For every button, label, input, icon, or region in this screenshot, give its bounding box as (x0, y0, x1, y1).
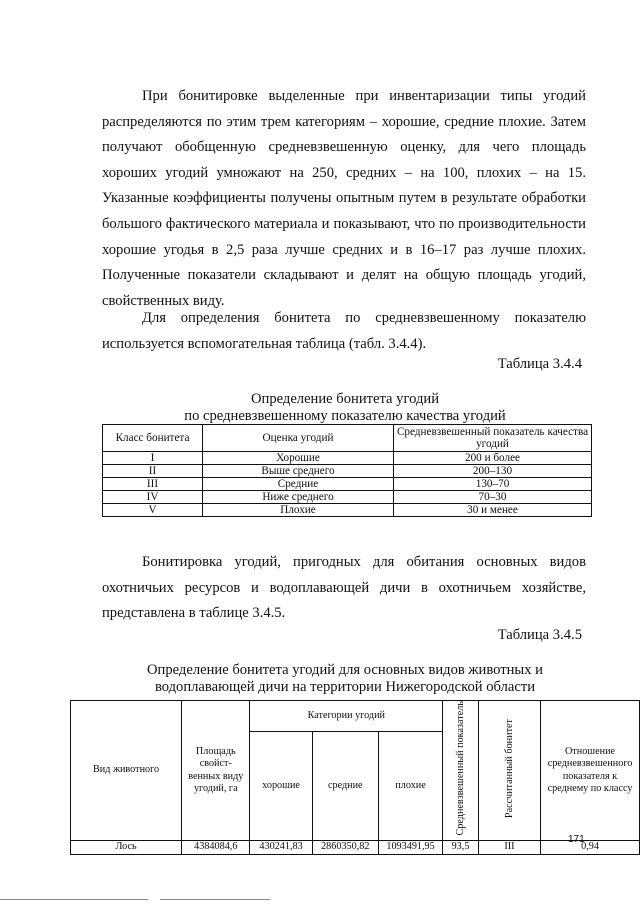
text-line: Полученные показатели складывают и делят на общую площадь угодий, (102, 267, 586, 284)
table-title-line: Определение бонитета угодий (250, 391, 440, 407)
cell-class: II (103, 465, 203, 478)
header-area: Площадь свойст-венных виду угодий, га (182, 701, 250, 841)
text-line: получают обобщенную средневзвешенную оценку, для чего площадь (102, 139, 586, 156)
header-bad: плохие (378, 732, 442, 841)
cell-bad: 1093491,95 (378, 841, 442, 855)
header-ratio: Отношение средневзвешенного показателя к среднему по классу (541, 701, 640, 841)
text-line: Бонитировка угодий, пригодных для обитания основных видов (142, 554, 586, 570)
cell-class: I (103, 452, 203, 465)
cell-animal: Лось (71, 841, 182, 855)
text-line: используется вспомогательная таблица (табл. 3.4.4). (102, 335, 427, 352)
cell-weighted: 93,5 (443, 841, 479, 855)
paragraph-1 (102, 84, 586, 314)
table-title (80, 662, 610, 696)
cell-value: 200 и более (394, 452, 592, 465)
paragraph-2 (102, 306, 586, 357)
table-title-line: по средневзвешенному показателю качества угодий (184, 408, 506, 424)
cell-rating: Хорошие (203, 452, 394, 465)
cell-value: 130–70 (394, 478, 592, 491)
header-weighted-text: Средневзвешенный показатель (455, 701, 466, 836)
table-header-row (103, 425, 592, 452)
cell-class: IV (103, 491, 203, 504)
cell-class: III (103, 478, 203, 491)
cell-good: 430241,83 (250, 841, 312, 855)
table-title-line: водоплавающей дичи на территории Нижегородской области (154, 679, 536, 695)
table-row (103, 465, 592, 478)
header-good: хорошие (250, 732, 312, 841)
table-row (71, 841, 640, 855)
table-row (103, 504, 592, 517)
cell-bonitet: III (478, 841, 540, 855)
header-class: Класс бонитета (103, 425, 203, 452)
cell-medium: 2860350,82 (312, 841, 378, 855)
text-line: распределяются по этим трем категориям – хорошие, средние плохие. Затем (102, 113, 586, 130)
scan-artifact-line (160, 899, 270, 900)
text-line: При бонитировке выделенные при инвентаризации типы угодий (142, 88, 586, 104)
table-caption: Таблица 3.4.5 (497, 627, 582, 643)
cell-rating: Ниже среднего (203, 491, 394, 504)
page-number: 171 (568, 834, 585, 845)
cell-rating: Выше среднего (203, 465, 394, 478)
text-line: хороших угодий умножают на 250, средних – на 100, плохих – на 15. (102, 164, 586, 181)
table-header-row (71, 701, 640, 732)
header-weighted: Средневзвешенный показатель качества угодий (394, 425, 592, 452)
cell-value: 30 и менее (394, 504, 592, 517)
header-rating: Оценка угодий (203, 425, 394, 452)
table-row (103, 491, 592, 504)
text-line: охотничьих ресурсов и водоплавающей дичи в охотничьем хозяйстве, (102, 579, 586, 596)
text-line: представлена в таблице 3.4.5. (102, 605, 286, 622)
cell-value: 70–30 (394, 491, 592, 504)
table-caption: Таблица 3.4.4 (497, 356, 582, 372)
cell-ratio: 0,94 (541, 841, 640, 855)
header-medium: средние (312, 732, 378, 841)
scan-artifact-line (0, 899, 148, 900)
cell-area: 4384084,6 (182, 841, 250, 855)
cell-class: V (103, 504, 203, 517)
text-line: большого фактического материала и показывают, что по производительности (102, 215, 586, 232)
text-line: Для определения бонитета по средневзвешенному показателю (142, 310, 586, 326)
header-animal: Вид животного (71, 701, 182, 841)
paragraph-3 (102, 550, 586, 627)
bonitet-scale-table (102, 424, 592, 517)
text-line: Указанные коэффициенты получены опытным путем в результате обработки (102, 190, 586, 207)
header-weighted (443, 701, 479, 841)
table-title (100, 391, 590, 425)
header-calc-bonitet (478, 701, 540, 841)
cell-rating: Средние (203, 478, 394, 491)
header-calc-bonitet-text: Рассчитанный бонитет (503, 718, 515, 818)
text-line: свойственных виду. (102, 292, 225, 309)
table-row (103, 478, 592, 491)
table-title-line: Определение бонитета угодий для основных видов животных и (147, 662, 543, 678)
table-row (103, 452, 592, 465)
cell-value: 200–130 (394, 465, 592, 478)
hunting-bonitet-table (70, 700, 640, 855)
cell-rating: Плохие (203, 504, 394, 517)
text-line: хорошие угодья в 2,5 раза лучше средних и в 16–17 раз лучше плохих. (102, 241, 586, 258)
header-categories: Категории угодий (250, 701, 443, 732)
